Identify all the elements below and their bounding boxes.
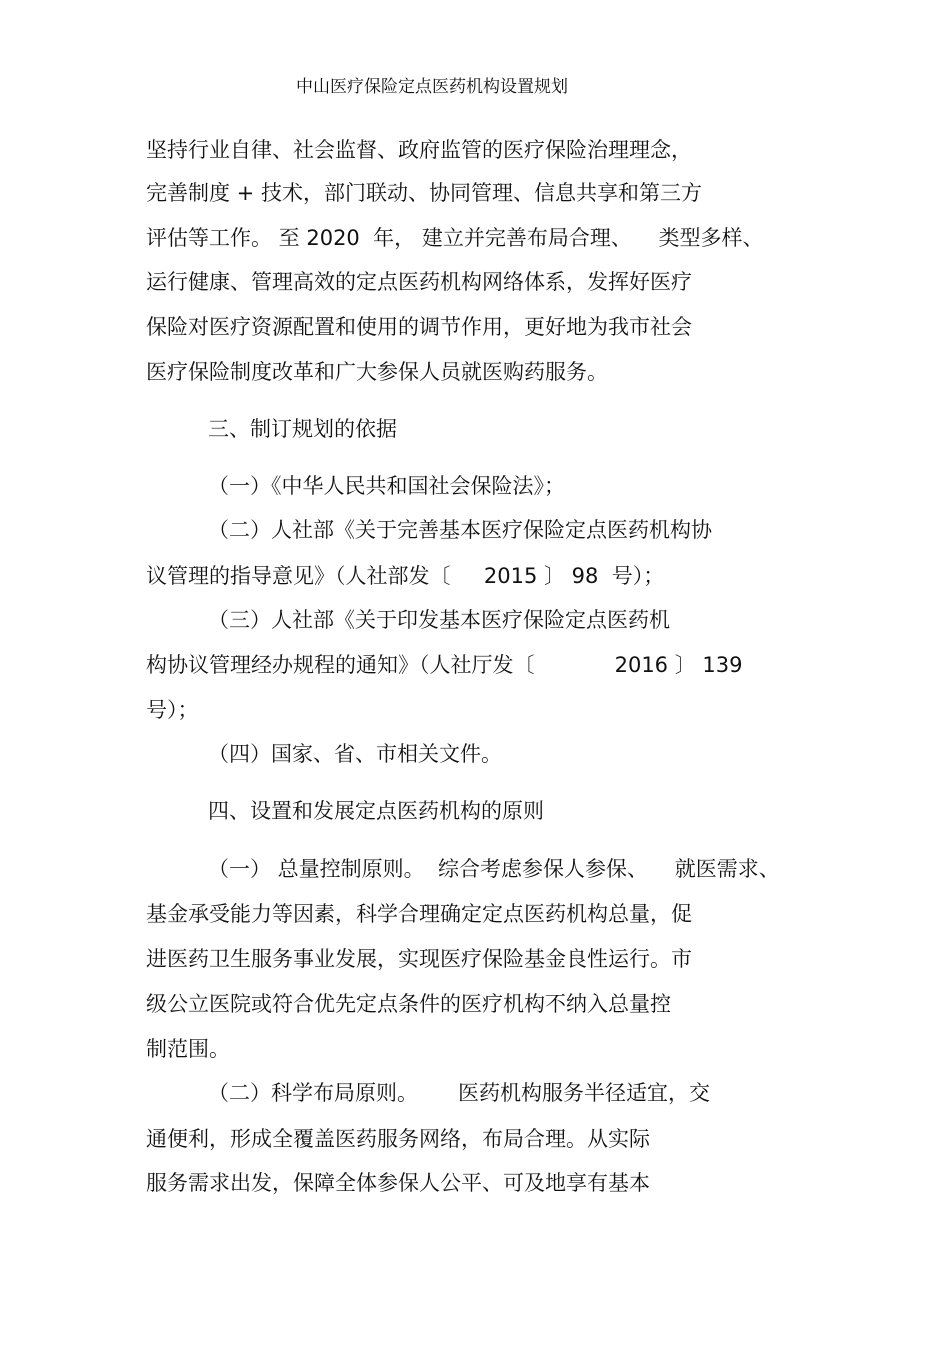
paragraph-line: 医疗保险制度改革和广大参保人员就医购药服务。 (146, 360, 608, 384)
paragraph-line: 保险对医疗资源配置和使用的调节作用，更好地为我市社会 (146, 315, 692, 339)
list-item: （二）人社部《关于完善基本医疗保险定点医药机构协 (208, 518, 712, 542)
paragraph-line: 级公立医院或符合优先定点条件的医疗机构不纳入总量控 (146, 992, 671, 1016)
section-heading: 三、制订规划的依据 (208, 417, 397, 441)
list-item: （三）人社部《关于印发基本医疗保险定点医药机 (208, 608, 670, 632)
list-item: （一）《中华人民共和国社会保险法》； (208, 474, 565, 498)
section-heading: 四、设置和发展定点医药机构的原则 (208, 799, 544, 823)
paragraph-line: 号）； (146, 698, 199, 722)
list-item: （二）科学布局原则。 医药机构服务半径适宜，交 (208, 1081, 711, 1105)
paragraph-line: 构协议管理经办规程的通知》（人社厅发〔 2016 〕 139 (146, 653, 743, 677)
paragraph-line: 进医药卫生服务事业发展，实现医疗保险基金良性运行。市 (146, 947, 692, 971)
paragraph-line: 服务需求出发，保障全体参保人公平、可及地享有基本 (146, 1171, 650, 1195)
document-title: 中山医疗保险定点医药机构设置规划 (296, 77, 568, 97)
list-item: （四）国家、省、市相关文件。 (208, 742, 502, 766)
list-item: （一） 总量控制原则。 综合考虑参保人参保、 就医需求、 (208, 857, 780, 881)
paragraph-line: 运行健康、管理高效的定点医药机构网络体系，发挥好医疗 (146, 270, 692, 294)
paragraph-line: 制范围。 (146, 1037, 230, 1061)
paragraph-line: 基金承受能力等因素，科学合理确定定点医药机构总量，促 (146, 902, 692, 926)
paragraph-line: 议管理的指导意见》（人社部发〔 2015 〕 98 号）； (146, 564, 665, 588)
paragraph-line: 通便利，形成全覆盖医药服务网络，布局合理。从实际 (146, 1127, 650, 1151)
paragraph-line: 完善制度 + 技术，部门联动、协同管理、信息共享和第三方 (146, 181, 702, 205)
paragraph-line: 坚持行业自律、社会监督、政府监管的医疗保险治理理念， (146, 138, 692, 162)
paragraph-line: 评估等工作。 至 2020 年， 建立并完善布局合理、 类型多样、 (146, 226, 764, 250)
